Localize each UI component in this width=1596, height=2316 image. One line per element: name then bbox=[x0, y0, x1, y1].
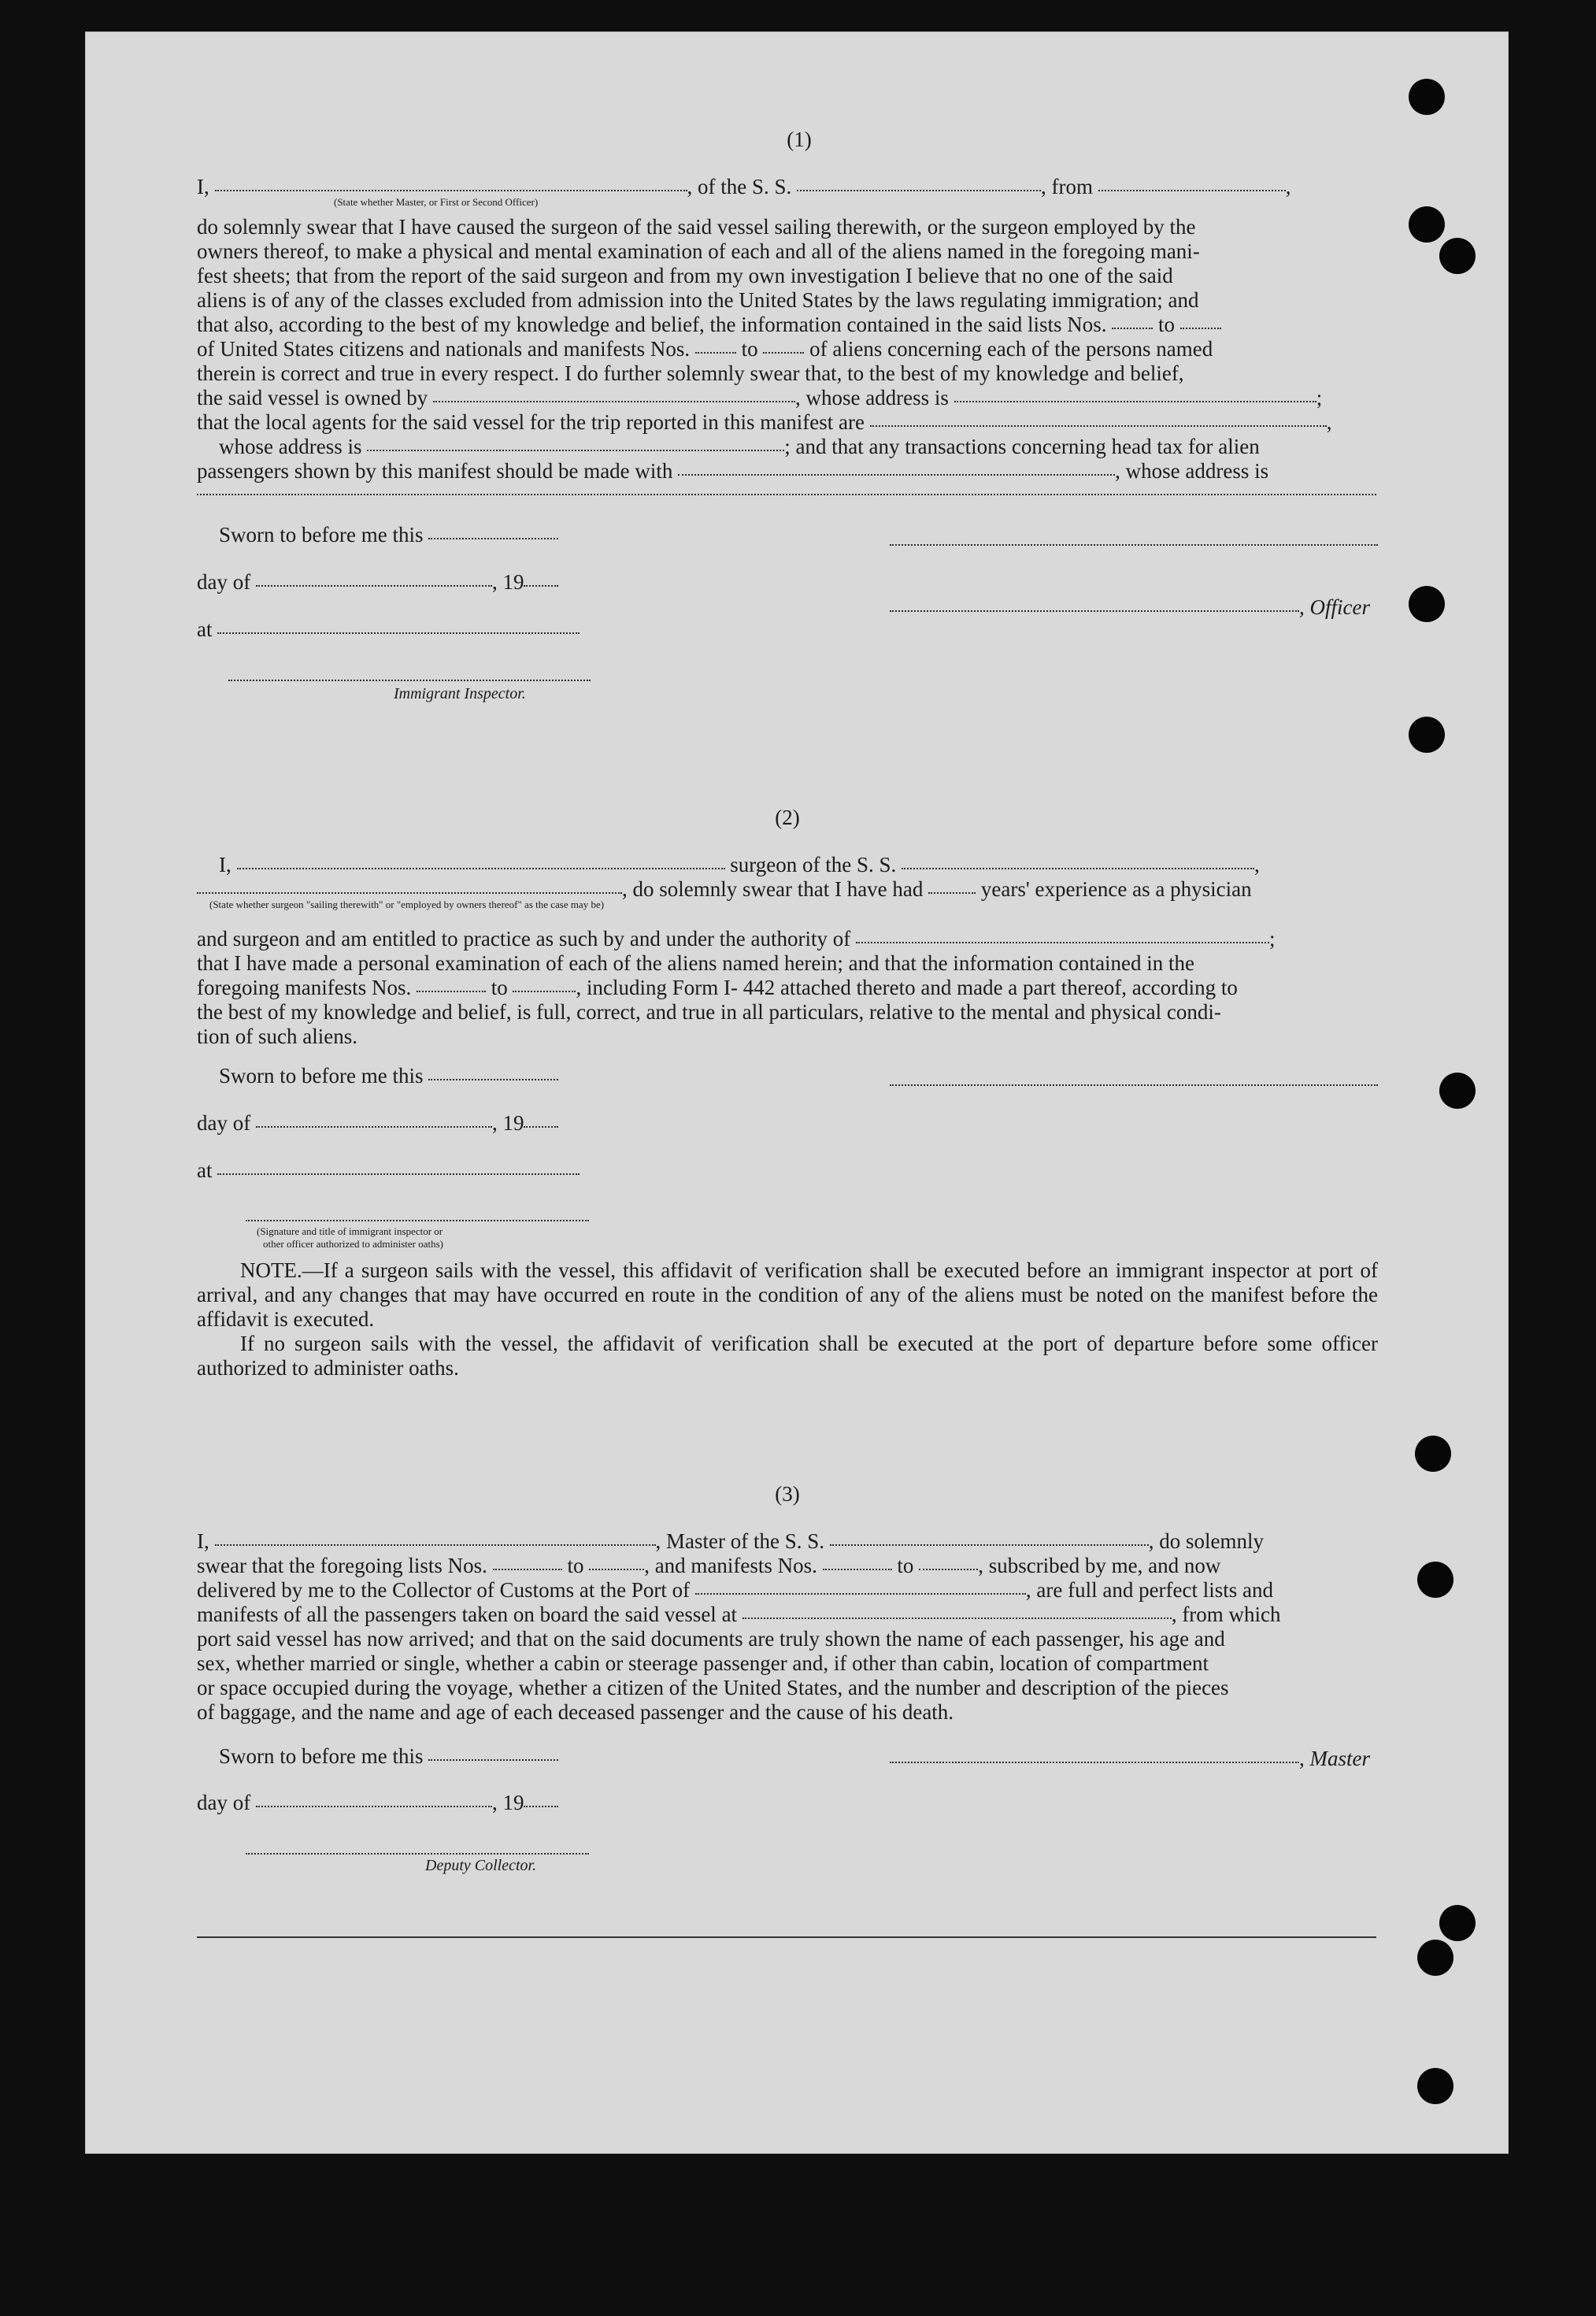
day-of-line bbox=[197, 570, 558, 594]
to-label: to bbox=[567, 1554, 584, 1577]
sec3-boarded-line bbox=[197, 1603, 1281, 1626]
sworn-line bbox=[219, 1064, 558, 1088]
punch-hole bbox=[1417, 1562, 1453, 1598]
punch-hole bbox=[1409, 586, 1445, 622]
surgeon-signature-field[interactable] bbox=[890, 1084, 1378, 1086]
year-label: , 19 bbox=[491, 570, 524, 594]
agents-address-field[interactable] bbox=[367, 449, 784, 451]
deputy-collector-label: Deputy Collector. bbox=[425, 1857, 537, 1874]
sec1-headtax-line bbox=[197, 459, 1268, 483]
inspector-signature-field[interactable] bbox=[228, 679, 591, 681]
manifests-label: foregoing manifests Nos. bbox=[197, 976, 412, 999]
i-label: I, bbox=[197, 1529, 209, 1553]
at-line bbox=[197, 617, 580, 641]
punch-hole bbox=[1439, 238, 1476, 274]
owner-field[interactable] bbox=[433, 400, 795, 402]
manifests-label: of United States citizens and nationals and manifests Nos. bbox=[197, 337, 691, 361]
head-tax-party-field[interactable] bbox=[678, 473, 1115, 476]
manifests-from-field[interactable] bbox=[823, 1568, 892, 1570]
sec3-master-line bbox=[197, 1529, 1264, 1553]
lists-to-field[interactable] bbox=[1180, 327, 1221, 329]
bottom-rule bbox=[197, 1936, 1376, 1938]
sec1-address-line bbox=[219, 435, 1260, 458]
sec1-line: owners thereof, to make a physical and mental examination of each and all of the aliens named in the foregoing mani- bbox=[197, 239, 1200, 263]
punch-hole bbox=[1409, 79, 1445, 115]
surgeon-caption: (State whether surgeon "sailing therewith" or "employed by owners thereof" as the case may be) bbox=[209, 899, 605, 910]
lists-from-field[interactable] bbox=[1112, 327, 1153, 329]
from-port-field[interactable] bbox=[1098, 189, 1286, 191]
sworn-label: Sworn to before me this bbox=[219, 1744, 424, 1768]
surgeon-ss-label: surgeon of the S. S. bbox=[730, 853, 897, 876]
punch-hole bbox=[1417, 1940, 1453, 1976]
year-field[interactable] bbox=[524, 1805, 558, 1807]
agents-field[interactable] bbox=[870, 424, 1327, 427]
master-vessel-field[interactable] bbox=[830, 1543, 1149, 1546]
owned-by-label: the said vessel is owned by bbox=[197, 386, 428, 409]
sec1-line: therein is correct and true in every respect. I do further solemnly swear that, to the best of my knowledge and belief, bbox=[197, 361, 1184, 385]
officer-line bbox=[890, 595, 1370, 619]
year-field[interactable] bbox=[524, 1125, 558, 1128]
sec2-surgeon-line: I, surgeon of the S. S. , bbox=[219, 853, 1260, 876]
month-field[interactable] bbox=[256, 584, 492, 587]
master-label: , Master bbox=[1299, 1747, 1370, 1770]
at-line bbox=[197, 1158, 580, 1182]
full-lists-label: , are full and perfect lists and bbox=[1025, 1578, 1274, 1602]
day-of-line bbox=[197, 1111, 558, 1135]
master-name-field[interactable] bbox=[215, 1543, 656, 1546]
note-paragraph: NOTE.—If a surgeon sails with the vessel, this affidavit of verification shall be executed before an immigrant inspector at port of arrival, and any changes that may have occurred en route in the condition of any of the aliens must be noted on the manifest before the affidavit is executed. bbox=[197, 1258, 1378, 1331]
sec3-port-line bbox=[197, 1578, 1273, 1602]
whose-address-label: whose address is bbox=[219, 435, 362, 458]
at-label: at bbox=[197, 617, 213, 641]
sworn-date-field[interactable] bbox=[428, 1078, 558, 1080]
solemnly-label: , do solemnly bbox=[1148, 1529, 1264, 1553]
punch-hole bbox=[1417, 2068, 1453, 2104]
manifests-to-field[interactable] bbox=[513, 990, 576, 992]
surgeon-vessel-field[interactable] bbox=[902, 867, 1254, 869]
sec2-line: tion of such aliens. bbox=[197, 1025, 357, 1048]
lists-label: that also, according to the best of my knowledge and belief, the information contained in the said lists Nos. bbox=[197, 313, 1107, 336]
manifests-from-field[interactable] bbox=[695, 351, 736, 354]
head-tax-label: ; and that any transactions concerning head tax for alien bbox=[784, 435, 1260, 458]
month-field[interactable] bbox=[256, 1805, 492, 1807]
form-i442-label: , including Form I- 442 attached thereto and made a part thereof, according to bbox=[576, 976, 1238, 999]
surgeon-type-field[interactable] bbox=[197, 891, 622, 894]
sec2-manifests-line bbox=[197, 976, 1238, 999]
manifests-to-field[interactable] bbox=[763, 351, 804, 354]
day-of-label: day of bbox=[197, 1791, 251, 1814]
to-label: to bbox=[897, 1554, 914, 1577]
lists-from-field[interactable] bbox=[493, 1568, 562, 1570]
sec3-line: port said vessel has now arrived; and that on the said documents are truly shown the name of each passenger, his age and bbox=[197, 1627, 1225, 1651]
whose-address-label: , whose address is bbox=[1115, 459, 1269, 483]
month-field[interactable] bbox=[256, 1125, 492, 1128]
note-paragraph: If no surgeon sails with the vessel, the affidavit of verification shall be executed at the port of departure before some officer authorized to administer oaths. bbox=[197, 1332, 1378, 1380]
sec3-line: of baggage, and the name and age of each deceased passenger and the cause of his death. bbox=[197, 1700, 954, 1724]
sec1-owner-line bbox=[197, 386, 1322, 409]
years-label: years' experience as a physician bbox=[980, 877, 1252, 901]
immigrant-inspector-label: Immigrant Inspector. bbox=[394, 685, 526, 702]
sworn-line bbox=[219, 523, 558, 547]
subscribed-label: , subscribed by me, and now bbox=[978, 1554, 1221, 1577]
sec1-lists-line bbox=[197, 313, 1221, 336]
from-label: , from bbox=[1041, 175, 1093, 198]
punch-hole bbox=[1409, 717, 1445, 753]
boarded-label: manifests of all the passengers taken on board the said vessel at bbox=[197, 1603, 738, 1626]
address-label: , whose address is bbox=[794, 386, 949, 409]
sec1-officer-line: I, , of the S. S. , from , bbox=[197, 175, 1291, 198]
master-signature-field[interactable] bbox=[890, 1761, 1299, 1763]
at-place-field[interactable] bbox=[217, 1173, 580, 1175]
manifests-label: , and manifests Nos. bbox=[644, 1554, 817, 1577]
sig-caption: (Signature and title of immigrant inspector or bbox=[257, 1225, 443, 1237]
swear-label: , do solemnly swear that I have had bbox=[622, 877, 924, 901]
from-which-label: , from which bbox=[1171, 1603, 1281, 1626]
authority-label: and surgeon and am entitled to practice as such by and under the authority of bbox=[197, 927, 851, 950]
sec2-authority-line: and surgeon and am entitled to practice as such by and under the authority of ; bbox=[197, 927, 1276, 950]
officer-name-field[interactable] bbox=[215, 189, 687, 191]
year-label: , 19 bbox=[491, 1791, 524, 1814]
sworn-label: Sworn to before me this bbox=[219, 1064, 424, 1088]
sec2-line: that I have made a personal examination of each of the aliens named herein; and that the information contained in the bbox=[197, 951, 1195, 975]
to-label: to bbox=[491, 976, 508, 999]
sec1-line: aliens is of any of the classes excluded from admission into the United States by the laws regulating immigration; and bbox=[197, 288, 1199, 312]
year-field[interactable] bbox=[524, 584, 558, 587]
section-3-heading: (3) bbox=[775, 1482, 800, 1506]
sec3-lists-line bbox=[197, 1554, 1220, 1577]
to-label: to bbox=[741, 337, 758, 361]
punch-hole bbox=[1415, 1436, 1451, 1472]
at-label: at bbox=[197, 1158, 213, 1182]
passengers-label: passengers shown by this manifest should be made with bbox=[197, 459, 673, 483]
day-of-label: day of bbox=[197, 570, 251, 594]
day-of-line bbox=[197, 1791, 558, 1814]
sec2-line: the best of my knowledge and belief, is full, correct, and true in all particulars, relative to the mental and physical condi- bbox=[197, 1000, 1221, 1024]
port-field[interactable] bbox=[695, 1592, 1026, 1595]
lists-to-field[interactable] bbox=[589, 1568, 644, 1570]
to-label: to bbox=[1157, 313, 1175, 336]
years-field[interactable] bbox=[928, 891, 976, 894]
sec1-agents-line: that the local agents for the said vessel for the trip reported in this manifest are , bbox=[197, 410, 1332, 434]
sec3-line: or space occupied during the voyage, whether a citizen of the United States, and the number and description of the pieces bbox=[197, 1676, 1229, 1699]
of-ss-label: , of the S. S. bbox=[687, 175, 792, 198]
sec1-manifests-line bbox=[197, 337, 1213, 361]
lists-label: swear that the foregoing lists Nos. bbox=[197, 1554, 487, 1577]
i-label: I, bbox=[219, 853, 231, 876]
manifests-to-field[interactable] bbox=[919, 1568, 978, 1570]
headtax-address-field[interactable] bbox=[197, 493, 1376, 495]
surgeon-name-field[interactable] bbox=[237, 867, 725, 869]
punch-hole bbox=[1439, 1073, 1476, 1109]
officer-signature-field[interactable] bbox=[890, 543, 1378, 546]
officer-caption: (State whether Master, or First or Second Officer) bbox=[334, 196, 539, 208]
sworn-date-field[interactable] bbox=[428, 1758, 558, 1761]
i-label: I, bbox=[197, 175, 209, 198]
sig-caption: other officer authorized to administer oaths) bbox=[263, 1238, 443, 1250]
port-label: delivered by me to the Collector of Customs at the Port of bbox=[197, 1578, 691, 1602]
master-ss-label: , Master of the S. S. bbox=[655, 1529, 824, 1553]
officer-title-field[interactable] bbox=[890, 610, 1299, 612]
sec3-line: sex, whether married or single, whether a cabin or steerage passenger and, if other than cabin, location of compartment bbox=[197, 1651, 1209, 1675]
section-2-heading: (2) bbox=[775, 806, 800, 829]
sec1-line: fest sheets; that from the report of the said surgeon and from my own investigation I believe that no one of the said bbox=[197, 264, 1173, 287]
sworn-date-field[interactable] bbox=[428, 537, 558, 539]
officer-label: , Officer bbox=[1299, 595, 1370, 619]
year-label: , 19 bbox=[491, 1111, 524, 1135]
sworn-label: Sworn to before me this bbox=[219, 523, 424, 547]
oath-officer-signature-field[interactable] bbox=[246, 1219, 589, 1221]
section-1-heading: (1) bbox=[787, 128, 812, 151]
agents-label: that the local agents for the said vessel for the trip reported in this manifest are bbox=[197, 410, 865, 434]
semicolon: ; bbox=[1316, 386, 1323, 409]
vessel-name-field[interactable] bbox=[797, 189, 1041, 191]
manifests-from-field[interactable] bbox=[417, 990, 486, 992]
sec2-swear-line bbox=[197, 877, 1252, 901]
owner-address-field[interactable] bbox=[954, 400, 1316, 402]
master-signature-line bbox=[890, 1747, 1370, 1770]
authority-field[interactable] bbox=[856, 941, 1269, 943]
aliens-label: of aliens concerning each of the persons named bbox=[809, 337, 1213, 361]
punch-hole bbox=[1409, 206, 1445, 243]
sworn-line bbox=[219, 1744, 558, 1768]
deputy-signature-field[interactable] bbox=[246, 1852, 589, 1855]
punch-hole bbox=[1439, 1905, 1476, 1941]
at-place-field[interactable] bbox=[217, 632, 580, 634]
boarding-port-field[interactable] bbox=[742, 1617, 1172, 1619]
day-of-label: day of bbox=[197, 1111, 251, 1135]
sec1-line: do solemnly swear that I have caused the surgeon of the said vessel sailing therewith, or the surgeon employed by the bbox=[197, 215, 1196, 239]
